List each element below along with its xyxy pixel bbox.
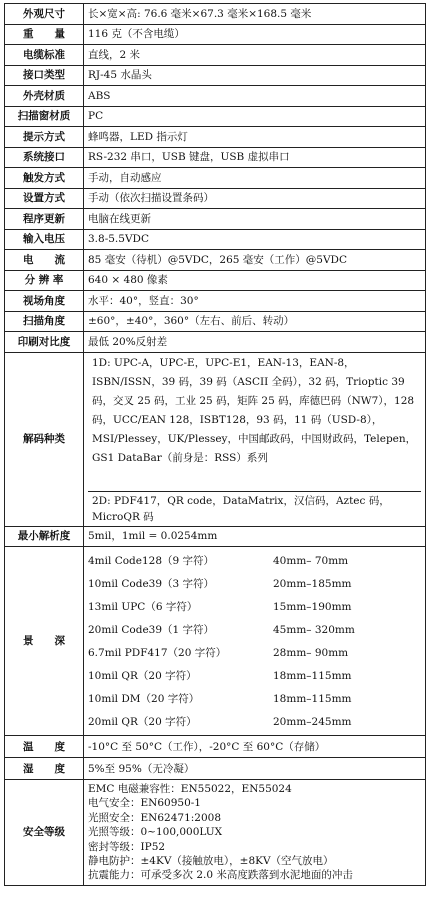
spec-label: 电缆标准 xyxy=(5,45,84,66)
spec-row xyxy=(5,229,426,250)
spec-value: 手动（依次扫描设置条码） xyxy=(84,188,426,209)
spec-label: 扫描窗材质 xyxy=(5,106,84,127)
dof-item xyxy=(88,618,421,641)
spec-value: 蜂鸣器，LED 指示灯 xyxy=(84,127,426,148)
safety-cell xyxy=(84,780,426,886)
dof-item xyxy=(88,549,421,572)
dof-code: 10mil QR（20 字符） xyxy=(88,669,197,682)
spec-label: 提示方式 xyxy=(5,127,84,148)
spec-value: 水平：40°，竖直：30° xyxy=(84,291,426,312)
spec-value: 85 毫安（待机）@5VDC，265 毫安（工作）@5VDC xyxy=(84,250,426,271)
dof-range: 20mm–185mm xyxy=(273,577,352,590)
dof-row-group xyxy=(5,547,426,736)
dof-item xyxy=(88,595,421,618)
dof-range: 40mm– 70mm xyxy=(273,554,349,567)
spec-value: ±60°，±40°，360°（左右、前后、转动） xyxy=(84,311,426,332)
spec-value: 直线，2 米 xyxy=(84,45,426,66)
spec-row xyxy=(5,332,426,353)
spec-row xyxy=(5,311,426,332)
safety-line: 抗震能力：可承受多次 2.0 米高度跌落到水泥地面的冲击 xyxy=(88,869,353,882)
spec-table xyxy=(4,3,426,886)
dof-label: 景 深 xyxy=(5,547,84,736)
dof-range: 18mm–115mm xyxy=(273,692,352,705)
spec-row xyxy=(5,86,426,107)
spec-label: 外壳材质 xyxy=(5,86,84,107)
dof-item xyxy=(88,687,421,710)
spec-row xyxy=(5,250,426,271)
dof-item xyxy=(88,664,421,687)
safety-label: 安全等级 xyxy=(5,780,84,886)
humidity-value: 5%至 95%（无冷凝） xyxy=(84,758,426,780)
dof-code: 20mil QR（20 字符） xyxy=(88,715,197,728)
spec-label: 扫描角度 xyxy=(5,311,84,332)
spec-value: 长×宽×高: 76.6 毫米×67.3 毫米×168.5 毫米 xyxy=(84,4,426,25)
spec-row xyxy=(5,209,426,230)
humidity-row xyxy=(5,758,426,780)
temperature-value: -10°C 至 50°C（工作），-20°C 至 60°C（存储） xyxy=(84,736,426,758)
spec-label: 设置方式 xyxy=(5,188,84,209)
spec-row xyxy=(5,270,426,291)
dof-code: 13mil UPC（6 字符） xyxy=(88,600,198,613)
dof-item xyxy=(88,641,421,664)
spec-row xyxy=(5,291,426,312)
spec-row xyxy=(5,147,426,168)
spec-label: 电 流 xyxy=(5,250,84,271)
spec-row xyxy=(5,24,426,45)
spec-label: 印刷对比度 xyxy=(5,332,84,353)
spec-label: 外观尺寸 xyxy=(5,4,84,25)
min-res-value: 5mil，1mil = 0.0254mm xyxy=(84,526,426,547)
spec-value: 电脑在线更新 xyxy=(84,209,426,230)
safety-line: 密封等级：IP52 xyxy=(88,840,166,853)
temperature-label: 温 度 xyxy=(5,736,84,758)
decode-1d: 1D: UPC-A，UPC-E，UPC-E1，EAN-13，EAN-8，ISBN/ISSN，39 码，39 码（ASCII 全码），32 码，Trioptic 39 码，交叉 25 码，工业 25 码，矩阵 25 码，库德巴码（NW7），128 码，UCC/EAN 128，ISBT128，93 码，11 码（USD-8），MSI/Plessey，UK/Plessey，中国邮政码，中国财政码，Telepen，GS1 DataBar（前身是：RSS）系列 xyxy=(92,356,417,464)
spec-label: 接口类型 xyxy=(5,65,84,86)
safety-line: EMC 电磁兼容性：EN55022，EN55024 xyxy=(88,783,292,795)
safety-line: 光照等级：0~100,000LUX xyxy=(88,826,223,839)
spec-row xyxy=(5,45,426,66)
min-res-label: 最小解析度 xyxy=(5,526,84,547)
spec-row xyxy=(5,168,426,189)
spec-label: 程序更新 xyxy=(5,209,84,230)
dof-range: 20mm–245mm xyxy=(273,715,352,728)
temperature-row xyxy=(5,736,426,758)
spec-value: PC xyxy=(84,106,426,127)
spec-row xyxy=(5,4,426,25)
spec-value: 手动，自动感应 xyxy=(84,168,426,189)
spec-row xyxy=(5,188,426,209)
dof-range: 18mm–115mm xyxy=(273,669,352,682)
dof-code: 10mil DM（20 字符） xyxy=(88,692,200,705)
dof-code: 20mil Code39（1 字符） xyxy=(88,623,215,636)
spec-value: RS-232 串口，USB 键盘，USB 虚拟串口 xyxy=(84,147,426,168)
spec-label: 触发方式 xyxy=(5,168,84,189)
spec-value: 最低 20%反射差 xyxy=(84,332,426,353)
spec-label: 重 量 xyxy=(5,24,84,45)
spec-row xyxy=(5,127,426,148)
decode-cell xyxy=(84,352,426,526)
dof-item xyxy=(88,710,421,733)
safety-row xyxy=(5,780,426,886)
dof-item xyxy=(88,572,421,595)
spec-row xyxy=(5,65,426,86)
spec-value: RJ-45 水晶头 xyxy=(84,65,426,86)
dof-range: 28mm– 90mm xyxy=(273,646,349,659)
safety-line: 电气安全：EN60950-1 xyxy=(88,797,201,810)
dof-code: 10mil Code39（3 字符） xyxy=(88,577,215,590)
spec-value: ABS xyxy=(84,86,426,107)
spec-label: 分 辨 率 xyxy=(5,270,84,291)
min-res-row xyxy=(5,526,426,547)
decode-2d: 2D: PDF417，QR code，DataMatrix，汉信码，Aztec 码，MicroQR 码 xyxy=(88,491,421,526)
spec-value: 116 克（不含电缆） xyxy=(84,24,426,45)
spec-value: 640 × 480 像素 xyxy=(84,270,426,291)
dof-code: 6.7mil PDF417（20 字符） xyxy=(88,646,227,659)
safety-line: 光照安全：EN62471:2008 xyxy=(88,811,222,824)
dof-range: 45mm– 320mm xyxy=(273,623,355,636)
spec-label: 视场角度 xyxy=(5,291,84,312)
spec-label: 系统接口 xyxy=(5,147,84,168)
spec-row xyxy=(5,106,426,127)
spec-label: 输入电压 xyxy=(5,229,84,250)
decode-row xyxy=(5,352,426,526)
decode-label: 解码种类 xyxy=(5,352,84,526)
dof-cell xyxy=(84,547,426,736)
safety-line: 静电防护：±4KV（接触放电），±8KV（空气放电） xyxy=(88,855,334,868)
dof-range: 15mm–190mm xyxy=(273,600,352,613)
spec-value: 3.8-5.5VDC xyxy=(84,229,426,250)
dof-code: 4mil Code128（9 字符） xyxy=(88,554,215,567)
humidity-label: 湿 度 xyxy=(5,758,84,780)
